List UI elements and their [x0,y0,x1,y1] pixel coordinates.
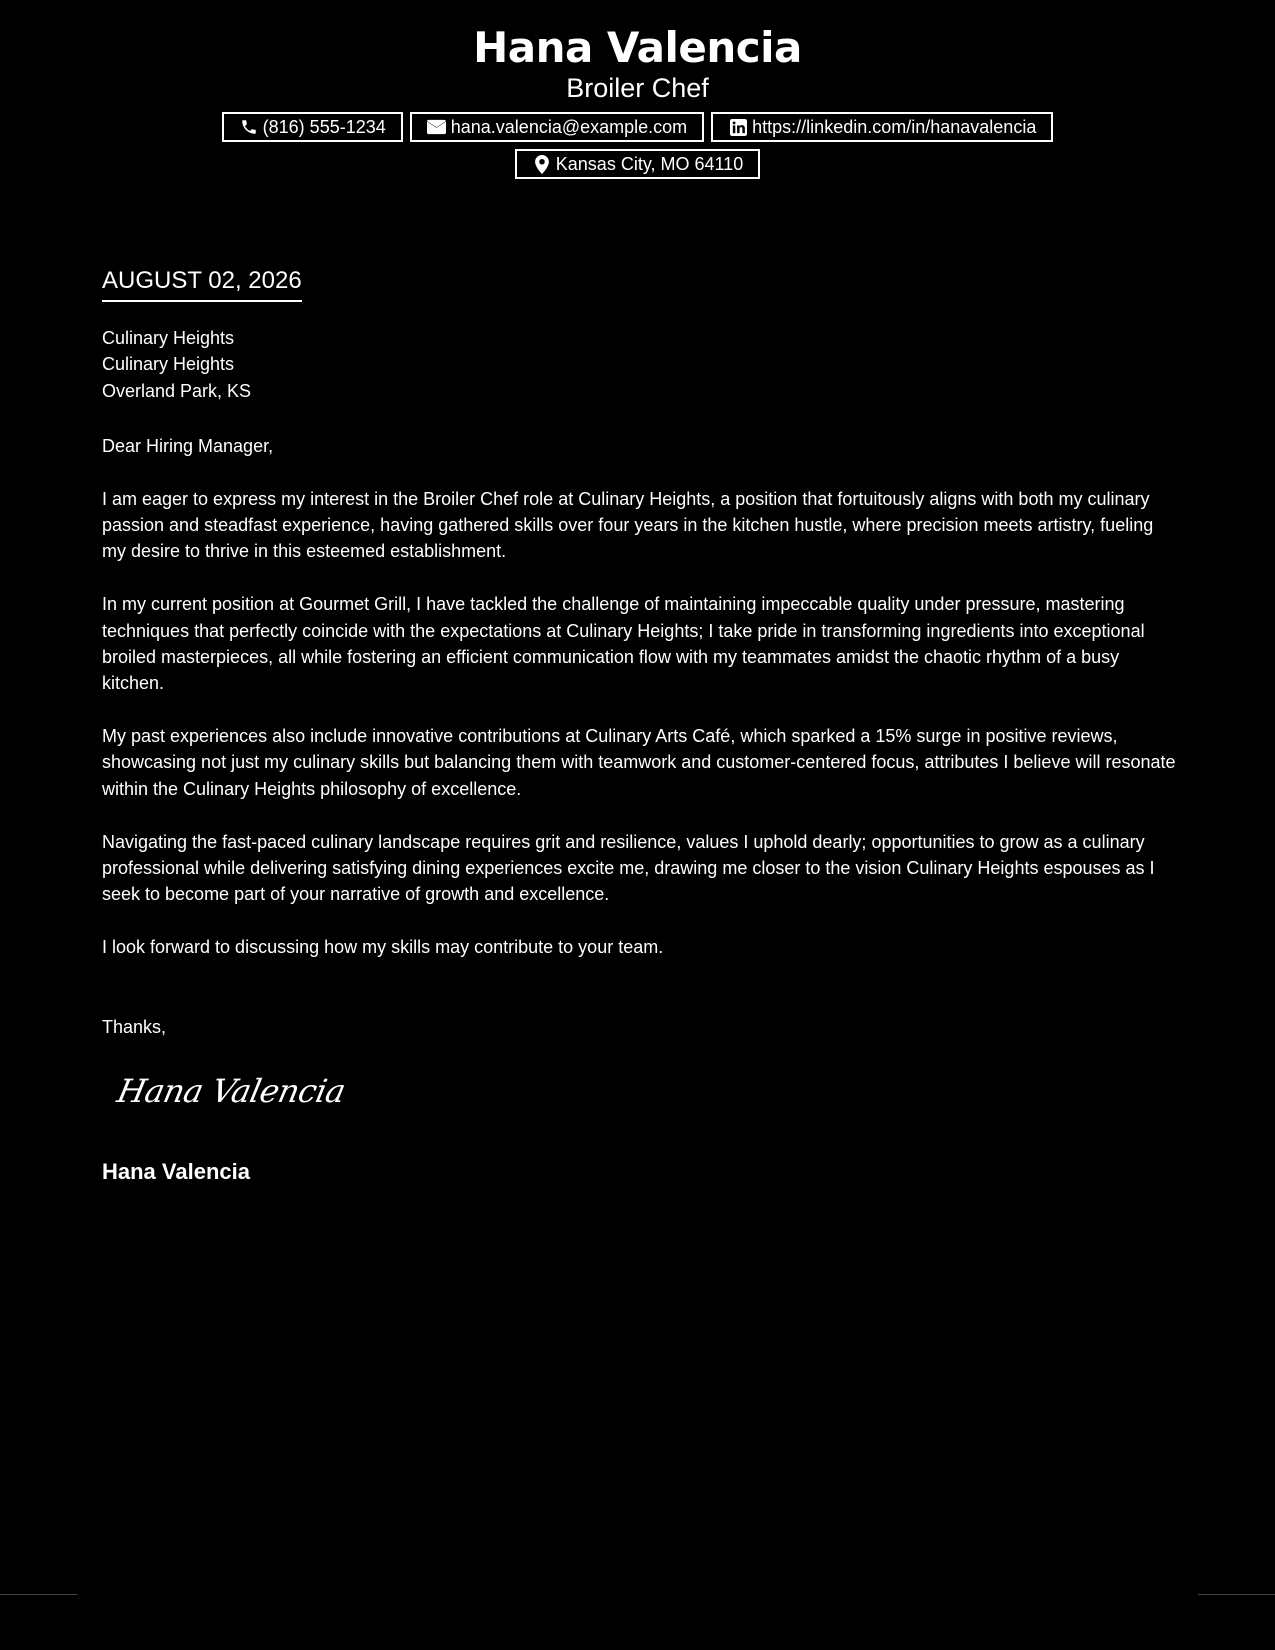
email-contact[interactable] [410,112,704,142]
footer-divider [0,1594,77,1595]
recipient-line: Culinary Heights [102,328,235,348]
location-text: Kansas City, MO 64110 [555,153,744,174]
linkedin-text: https://linkedin.com/in/hanavalencia [752,116,1037,137]
letter-header [0,22,1275,179]
contact-row-location [0,149,1275,179]
recipient-line: Overland Park, KS [102,380,252,401]
letter-body [102,433,1177,987]
map-pin-icon [532,154,552,174]
recipient-line: Culinary Heights [102,354,235,375]
envelope-icon [427,117,447,137]
email-text: hana.valencia@example.com [450,116,688,137]
phone-icon [239,117,259,137]
body-paragraph: I am eager to express my interest in the Broiler Chef role at Culinary Heights, a position that fortuitously aligns with both my culinary passion and steadfast experience, having gathered skills over four years in the kitchen hustle, where precision meets artistry, fueling my desire to thrive in this esteemed establishment. [102,488,1154,562]
letter-date: AUGUST 02, 2026 [102,266,302,302]
salutation: Dear Hiring Manager, [102,436,274,456]
body-paragraph: Navigating the fast-paced culinary landscape requires grit and resilience, values I uphold dearly; opportunities to grow as a culinary professional while delivering satisfying dining experiences excite me, drawing me closer to the vision Culinary Heights espouses as I seek to become part of your narrative of growth and excellence. [102,831,1155,905]
body-paragraph: I look forward to discussing how my skills may contribute to your team. [102,937,664,958]
body-paragraph: My past experiences also include innovative contributions at Culinary Arts Café, which sparked a 15% surge in positive reviews, showcasing not just my culinary skills but balancing them with teamwork and customer-centered focus, attributes I believe will resonate within the Culinary Heights philosophy of excellence. [102,726,1176,799]
closing: Thanks, [102,1017,167,1037]
body-paragraph: In my current position at Gourmet Grill, I have tackled the challenge of maintaining impeccable quality under pressure, mastering techniques that perfectly coincide with the expectations at Culinary Heights; I take pride in transforming ingredients into exceptional broiled masterpieces, all while fostering an efficient communication flow with my teammates amidst the chaotic rhythm of a busy kitchen. [102,594,1145,694]
contact-row [0,112,1275,142]
handwritten-signature: Hana Valencia [113,1072,349,1110]
linkedin-icon [728,117,748,137]
printed-name: Hana Valencia [102,1159,250,1184]
recipient-address [102,325,251,404]
applicant-title: Broiler Chef [566,73,709,103]
phone-contact[interactable] [222,112,403,142]
linkedin-contact[interactable] [711,112,1053,142]
applicant-name: Hana Valencia [473,23,802,72]
footer-divider [1198,1594,1275,1595]
location-contact [515,149,760,179]
phone-text: (816) 555-1234 [262,116,386,137]
